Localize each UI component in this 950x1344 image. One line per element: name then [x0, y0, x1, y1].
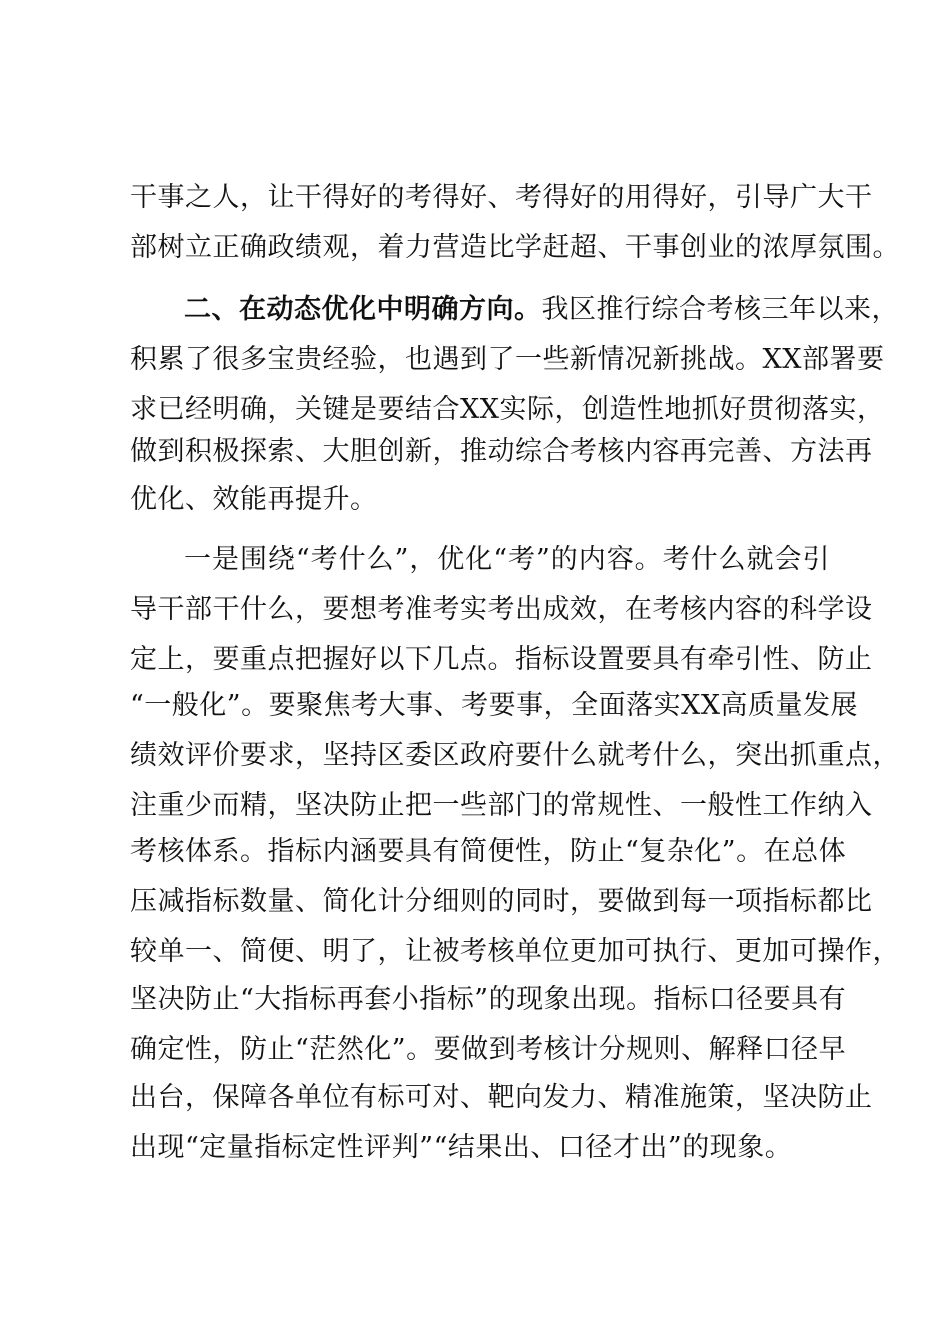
paragraph-3-line-13: 出现“定量指标定性评判”“结果出、口径才出”的现象。 — [130, 1132, 793, 1163]
paragraph-3-line-12: 出台，保障各单位有标可对、靶向发力、精准施策，坚决防止 — [130, 1082, 873, 1113]
paragraph-3-line-10: 坚决防止“大指标再套小指标”的现象出现。指标口径要具有 — [130, 984, 847, 1015]
paragraph-1-line-2: 部树立正确政绩观，着力营造比学赶超、干事创业的浓厚氛围。 — [130, 232, 900, 263]
paragraph-1-line-1: 干事之人，让干得好的考得好、考得好的用得好，引导广大干 — [130, 182, 873, 213]
paragraph-2-line-1-text: 我区推行综合考核三年以来， — [541, 294, 899, 325]
paragraph-2-line-1 — [184, 290, 899, 330]
paragraph-2-line-3: 求已经明确，关键是要结合XX实际，创造性地抓好贯彻落实， — [130, 394, 885, 425]
paragraph-3-line-11: 确定性，防止“茫然化”。要做到考核计分规则、解释口径早 — [130, 1034, 847, 1065]
paragraph-3-line-7: 考核体系。指标内涵要具有简便性，防止“复杂化”。在总体 — [130, 836, 847, 867]
paragraph-3-line-4: “一般化”。要聚焦考大事、考要事，全面落实XX高质量发展 — [130, 690, 859, 721]
paragraph-3-line-9: 较单一、简便、明了，让被考核单位更加可执行、更加可操作， — [130, 936, 900, 967]
paragraph-2-line-2: 积累了很多宝贵经验，也遇到了一些新情况新挑战。XX部署要 — [130, 344, 885, 375]
section-heading: 二、在动态优化中明确方向。 — [184, 294, 542, 325]
paragraph-3-line-8: 压减指标数量、简化计分细则的同时，要做到每一项指标都比 — [130, 886, 873, 917]
paragraph-3-line-1: 一是围绕“考什么”，优化“考”的内容。考什么就会引 — [184, 544, 830, 575]
paragraph-2-line-4: 做到积极探索、大胆创新，推动综合考核内容再完善、方法再 — [130, 436, 873, 467]
paragraph-3-line-3: 定上，要重点把握好以下几点。指标设置要具有牵引性、防止 — [130, 644, 873, 675]
paragraph-2-line-5: 优化、效能再提升。 — [130, 484, 378, 515]
paragraph-3-line-2: 导干部干什么，要想考准考实考出成效，在考核内容的科学设 — [130, 594, 873, 625]
paragraph-3-line-5: 绩效评价要求，坚持区委区政府要什么就考什么，突出抓重点， — [130, 740, 900, 771]
paragraph-3-line-6: 注重少而精，坚决防止把一些部门的常规性、一般性工作纳入 — [130, 790, 873, 821]
